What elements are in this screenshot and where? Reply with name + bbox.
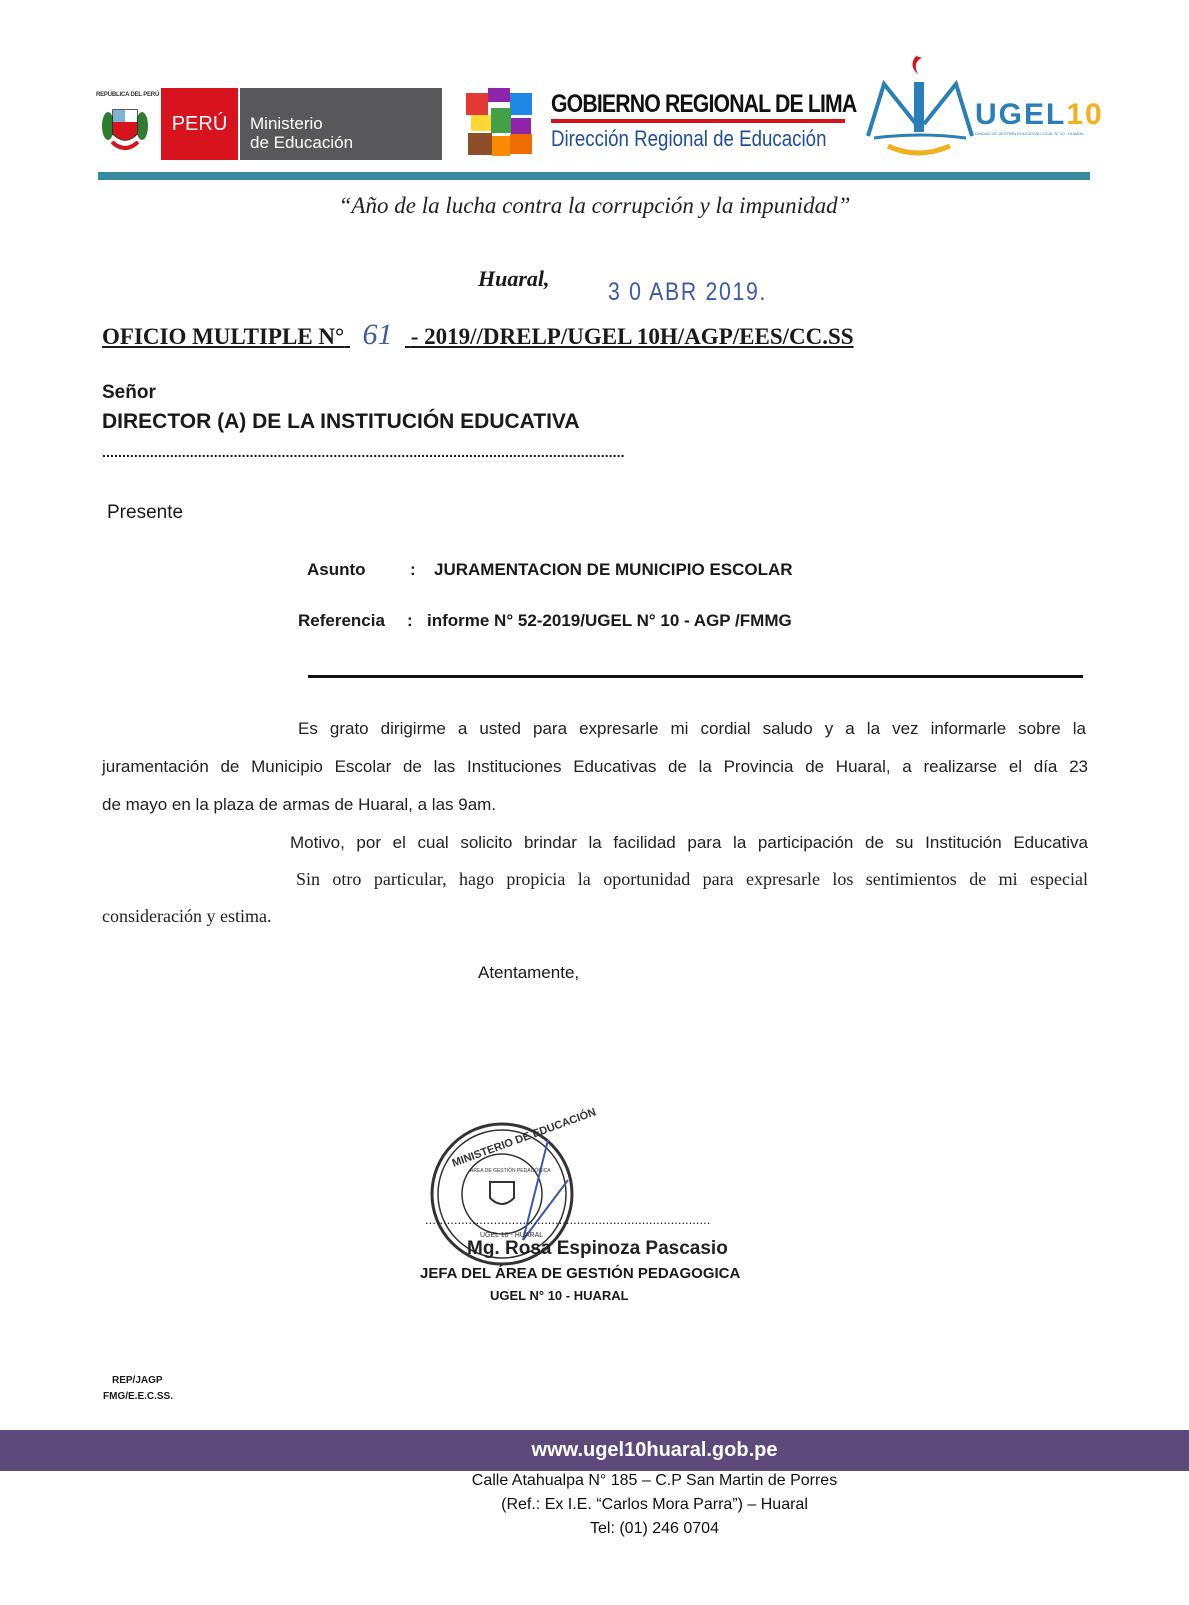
referencia-label: Referencia <box>298 611 385 630</box>
footer-website[interactable]: www.ugel10huaral.gob.pe <box>0 1430 1189 1471</box>
asunto-value: JURAMENTACION DE MUNICIPIO ESCOLAR <box>434 560 793 579</box>
ugel-logo-text <box>975 98 1104 132</box>
date-stamp: 3 0 ABR 2019. <box>608 278 768 306</box>
ugel-book-torch-logo <box>866 54 976 164</box>
signer-unit: UGEL N° 10 - HUARAL <box>490 1288 629 1303</box>
presente-label: Presente <box>107 502 184 523</box>
gore-subtitle: Dirección Regional de Educación <box>551 126 827 151</box>
signer-role: JEFA DEL ÁREA DE GESTIÓN PEDAGOGICA <box>420 1265 741 1282</box>
seal-text: MINISTERIO DE EDUCACIÓN <box>450 1106 598 1170</box>
ugel-number: 10 <box>1066 98 1104 131</box>
referencia-value: informe N° 52-2019/UGEL N° 10 - AGP /FMMG <box>427 611 792 630</box>
ugel-subtitle: UNIDAD DE GESTIÓN EDUCATIVA LOCAL N° 10 - HUARAL <box>975 131 1085 136</box>
year-motto: “Año de la lucha contra la corrupción y la impunidad” <box>338 193 851 218</box>
salutation: Señor <box>102 382 156 403</box>
escudo-text: REPÚBLICA DEL PERÚ <box>96 92 160 98</box>
header-divider <box>98 172 1090 180</box>
oficio-prefix: OFICIO MULTIPLE N° <box>102 324 345 349</box>
gore-emblem-logo <box>466 88 536 158</box>
footer-phone: Tel: (01) 246 0704 <box>590 1520 719 1537</box>
signer-name: Mg. Rosa Espinoza Pascasio <box>467 1238 728 1259</box>
asunto-row <box>307 560 366 580</box>
ministry-line2: de Educación <box>250 133 354 152</box>
gore-title: GOBIERNO REGIONAL DE LIMA <box>551 90 857 118</box>
ugel-label: UGEL <box>975 98 1067 131</box>
asunto-label: Asunto <box>307 560 366 579</box>
body-line-2: juramentación de Municipio Escolar de las Instituciones Educativas de la Provincia de Huaral, a realizarse el día 23 <box>102 757 1088 776</box>
footer-address-1: Calle Atahualpa N° 185 – C.P San Martin de Porres <box>471 1472 838 1489</box>
ministry-label <box>238 88 442 160</box>
closing: Atentamente, <box>478 963 580 982</box>
recipient-title: DIRECTOR (A) DE LA INSTITUCIÓN EDUCATIVA <box>102 410 580 433</box>
referencia-colon: : <box>407 611 413 630</box>
gore-red-bar <box>551 119 845 123</box>
seal-inner-text: ÁREA DE GESTIÓN PEDAGÓGICA <box>470 1168 551 1174</box>
recipient-dotted-line: ................................................................................................................................... <box>102 444 625 460</box>
asunto-colon: : <box>410 560 416 579</box>
initials-line-2: FMG/E.E.C.SS. <box>103 1391 174 1402</box>
body-line-1: Es grato dirigirme a usted para expresarle mi cordial saludo y a la vez informarle sobre la <box>298 719 1086 738</box>
body-line-3: de mayo en la plaza de armas de Huaral, a las 9am. <box>102 795 497 814</box>
body-line-4: Motivo, por el cual solicito brindar la facilidad para la participación de su Institución Educativa <box>290 833 1088 852</box>
ministry-line1: Ministerio <box>250 114 323 133</box>
body-line-6: consideración y estima. <box>102 906 272 926</box>
seal-bottom-text: UGEL 10 - HUARAL <box>480 1232 544 1239</box>
subject-divider <box>308 675 1083 678</box>
place-label: Huaral, <box>478 266 550 291</box>
oficio-handwritten-number: 61 <box>362 318 393 351</box>
signature-dotted-line: ............................................................................... <box>425 1212 711 1227</box>
initials-line-1: REP/JAGP <box>112 1375 163 1386</box>
peru-brand-label: PERÚ <box>161 88 238 160</box>
body-line-5: Sin otro particular, hago propicia la oportunidad para expresarle los sentimientos de mi especial <box>296 869 1088 889</box>
oficio-suffix: - 2019//DRELP/UGEL 10H/AGP/EES/CC.SS <box>410 324 854 349</box>
peru-coat-of-arms-logo <box>98 98 152 156</box>
oficio-number-line <box>102 318 854 352</box>
footer-address-2: (Ref.: Ex I.E. “Carlos Mora Parra”) – Huaral <box>501 1496 808 1513</box>
